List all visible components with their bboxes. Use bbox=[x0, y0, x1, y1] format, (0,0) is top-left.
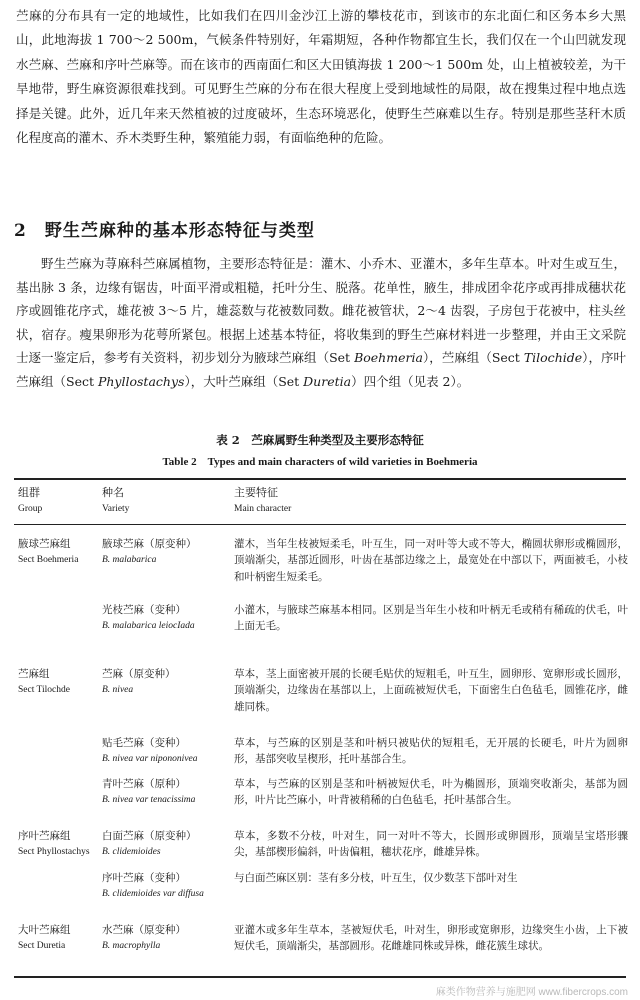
section-number: 2 bbox=[14, 221, 27, 241]
table-header-character: 主要特征 Main character bbox=[234, 486, 292, 514]
table-cell-variety: 光枝苎麻（变种） B. malabarica leiocIada bbox=[102, 604, 195, 632]
table-top-rule bbox=[14, 478, 626, 480]
body-text: ），苎麻组（Sect bbox=[422, 350, 524, 366]
table-cell-character: 草本，多数不分枝，叶对生，同一对叶不等大，长圆形或卵圆形，顶端呈宝塔形骤尖，基部楔形偏斜，叶齿偏粗，穗状花序，雌雄异株。 bbox=[234, 830, 628, 859]
table-cell-group: 苎麻组 Sect Tilochde bbox=[18, 668, 70, 696]
table-cell-group: 序叶苎麻组 Sect Phyllostachys bbox=[18, 830, 90, 858]
table-bottom-rule bbox=[14, 976, 626, 978]
table-header-variety: 种名 Variety bbox=[102, 486, 130, 514]
table-cell-character: 小灌木，与腋球苎麻基本相同。区别是当年生小枝和叶柄无毛或稍有稀疏的伏毛，叶上面无毛。 bbox=[234, 604, 628, 633]
body-text: ），序叶苎麻组（Sect bbox=[16, 350, 626, 389]
table-cell-character: 草本，茎上面密被开展的长硬毛贴伏的短粗毛，叶互生，圆卵形、宽卵形或长圆形，顶端渐尖，边缘齿在基部以上，上面疏被短伏毛，下面密生白色毡毛，圆锥花序，雌雄同株。 bbox=[234, 668, 628, 713]
table-cell-variety: 水苎麻（原变种） B. macrophylla bbox=[102, 924, 186, 952]
section-heading bbox=[14, 216, 315, 241]
table-caption-en: Table 2 Types and main characters of wild varieties in Boehmeria bbox=[162, 456, 478, 468]
group-name-latin: Tilochide bbox=[523, 350, 583, 366]
intro-paragraph: 苎麻的分布具有一定的地域性，比如我们在四川金沙江上游的攀枝花市，到该市的东北面仁和区务本乡大黑山，此地海拔 1 700～2 500m，气候条件特别好，年霜期短，各种作物都宜生长，我们仅在一个山凹就发现水苎麻、苎麻和序叶苎麻等。而在该市的西南面仁和区大田镇海拔 1 200～1 500m 处，山上植被较差，为干旱地带，野生麻资源很难找到。可见野生苎麻的分布在很大程度上受到地域性的局限，故在搜集过程中地点选择是关键。此外，近几年来天然植被的过度破坏，生态环境恶化，使野生苎麻难以生存。特别是那些茎秆木质化程度高的灌木、乔木类野生种，繁殖能力弱，有面临绝种的危险。 bbox=[16, 8, 626, 146]
table-cell-variety: 贴毛苎麻（变种） B. nivea var nipononivea bbox=[102, 737, 198, 765]
table-cell-variety: 序叶苎麻（变种） B. clidemioides var diffusa bbox=[102, 872, 204, 900]
table-cell-variety: 白面苎麻（原变种） B. clidemioides bbox=[102, 830, 197, 858]
table-cell-variety: 腋球苎麻（原变种） B. malabarica bbox=[102, 538, 197, 566]
body-text: ）四个组（见表 2）。 bbox=[351, 373, 470, 389]
table-cell-character: 草本，与苎麻的区别是茎和叶柄被短伏毛，叶为椭圆形，顶端突收渐尖，基部为圆形，叶片比苎麻小，叶背被稍稀的白色毡毛，托叶基部合生。 bbox=[234, 778, 628, 807]
table-caption-cn: 表 2 苎麻属野生种类型及主要形态特征 bbox=[216, 433, 424, 447]
group-name-latin: Phyllostachys bbox=[97, 373, 185, 389]
group-name-latin: Duretia bbox=[303, 373, 352, 389]
table-cell-character: 草本，与苎麻的区别是茎和叶柄只被贴伏的短粗毛，无开展的长硬毛，叶片为圆卵形，基部突收呈楔形，托叶基部合生。 bbox=[234, 737, 628, 766]
body-text: ），大叶苎麻组（Set bbox=[184, 373, 304, 389]
section-body-paragraph bbox=[16, 252, 626, 394]
section-title: 野生苎麻种的基本形态特征与类型 bbox=[44, 221, 315, 241]
group-name-latin: Boehmeria bbox=[354, 350, 423, 366]
table-cell-character: 亚灌木或多年生草本，茎被短伏毛，叶对生，卵形或宽卵形，边缘突生小齿，上下被短伏毛，顶端渐尖，基部圆形。花雌雄同株或异株，雌花簇生球状。 bbox=[234, 924, 628, 953]
body-text: 野生苎麻为荨麻科苎麻属植物，主要形态特征是：灌木、小乔木、亚灌木，多年生草本。叶对生或互生，基出脉 3 条，边缘有锯齿，叶面平滑或粗糙，托叶分生、脱落。花单性，腋生，排成团伞花序或再排成穗状花序或圆锥花序式，雄花被 3～5 片，雄蕊数与花被数同数。雌花被管状，2～4 齿裂，子房包于花被中，柱头丝状，宿存。瘦果卵形为花萼所紧包。根据上述基本特征，将收集到的野生苎麻材料进一步整理，并由王文采院士逐一鉴定后，参考有关资料，初步划分为腋球苎麻组（Set bbox=[16, 256, 626, 366]
table-cell-character: 灌木，当年生枝被短柔毛，叶互生，同一对叶等大或不等大，椭圆状卵形或椭圆形，顶端渐尖，基部近圆形，叶齿在基部边缘之上，最宽处在中部以下，两面被毛，小枝和叶柄密生短柔毛。 bbox=[234, 538, 628, 583]
table-cell-group: 大叶苎麻组 Sect Duretia bbox=[18, 924, 71, 952]
table-cell-variety: 苎麻（原变种） B. nivea bbox=[102, 668, 176, 696]
table-header-rule bbox=[14, 524, 626, 525]
watermark: 麻类作物营养与施肥网 www.fibercrops.com bbox=[435, 987, 628, 998]
table-cell-group: 腋球苎麻组 Sect Boehmeria bbox=[18, 538, 79, 566]
table-cell-character: 与白面苎麻区别：茎有多分枝，叶互生，仅少数茎下部叶对生 bbox=[234, 872, 518, 884]
table-cell-variety: 青叶苎麻（原种） B. nivea var tenacissima bbox=[102, 778, 196, 806]
table-header-group: 组群 Group bbox=[18, 486, 43, 514]
